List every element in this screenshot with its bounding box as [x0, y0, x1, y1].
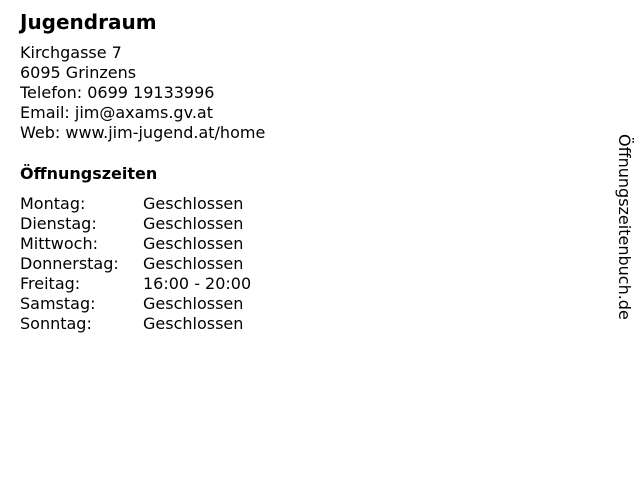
day-hours: Geschlossen — [143, 214, 244, 233]
day-label: Freitag: — [20, 274, 81, 293]
hours-row-friday — [20, 274, 251, 294]
page-title: Jugendraum — [20, 10, 157, 34]
day-label: Montag: — [20, 194, 86, 213]
hours-row-saturday — [20, 294, 251, 314]
day-label: Mittwoch: — [20, 234, 98, 253]
hours-row-sunday — [20, 314, 251, 334]
hours-row-thursday — [20, 254, 251, 274]
hours-heading: Öffnungszeiten — [20, 164, 158, 183]
day-hours: 16:00 - 20:00 — [143, 274, 252, 293]
address-phone: Telefon: 0699 19133996 — [20, 83, 215, 102]
hours-list — [20, 194, 251, 334]
address-email: Email: jim@axams.gv.at — [20, 103, 213, 122]
address-city: 6095 Grinzens — [20, 63, 137, 82]
address-web: Web: www.jim-jugend.at/home — [20, 123, 266, 142]
address-block — [20, 43, 265, 143]
hours-row-tuesday — [20, 214, 251, 234]
day-hours: Geschlossen — [143, 314, 244, 333]
day-label: Samstag: — [20, 294, 96, 313]
day-label: Sonntag: — [20, 314, 92, 333]
hours-row-wednesday — [20, 234, 251, 254]
site-watermark-label: Öffnungszeitenbuch.de — [615, 134, 634, 320]
day-label: Dienstag: — [20, 214, 97, 233]
day-hours: Geschlossen — [143, 254, 244, 273]
address-street: Kirchgasse 7 — [20, 43, 122, 62]
day-hours: Geschlossen — [143, 194, 244, 213]
day-hours: Geschlossen — [143, 234, 244, 253]
day-hours: Geschlossen — [143, 294, 244, 313]
day-label: Donnerstag: — [20, 254, 119, 273]
hours-row-monday — [20, 194, 251, 214]
